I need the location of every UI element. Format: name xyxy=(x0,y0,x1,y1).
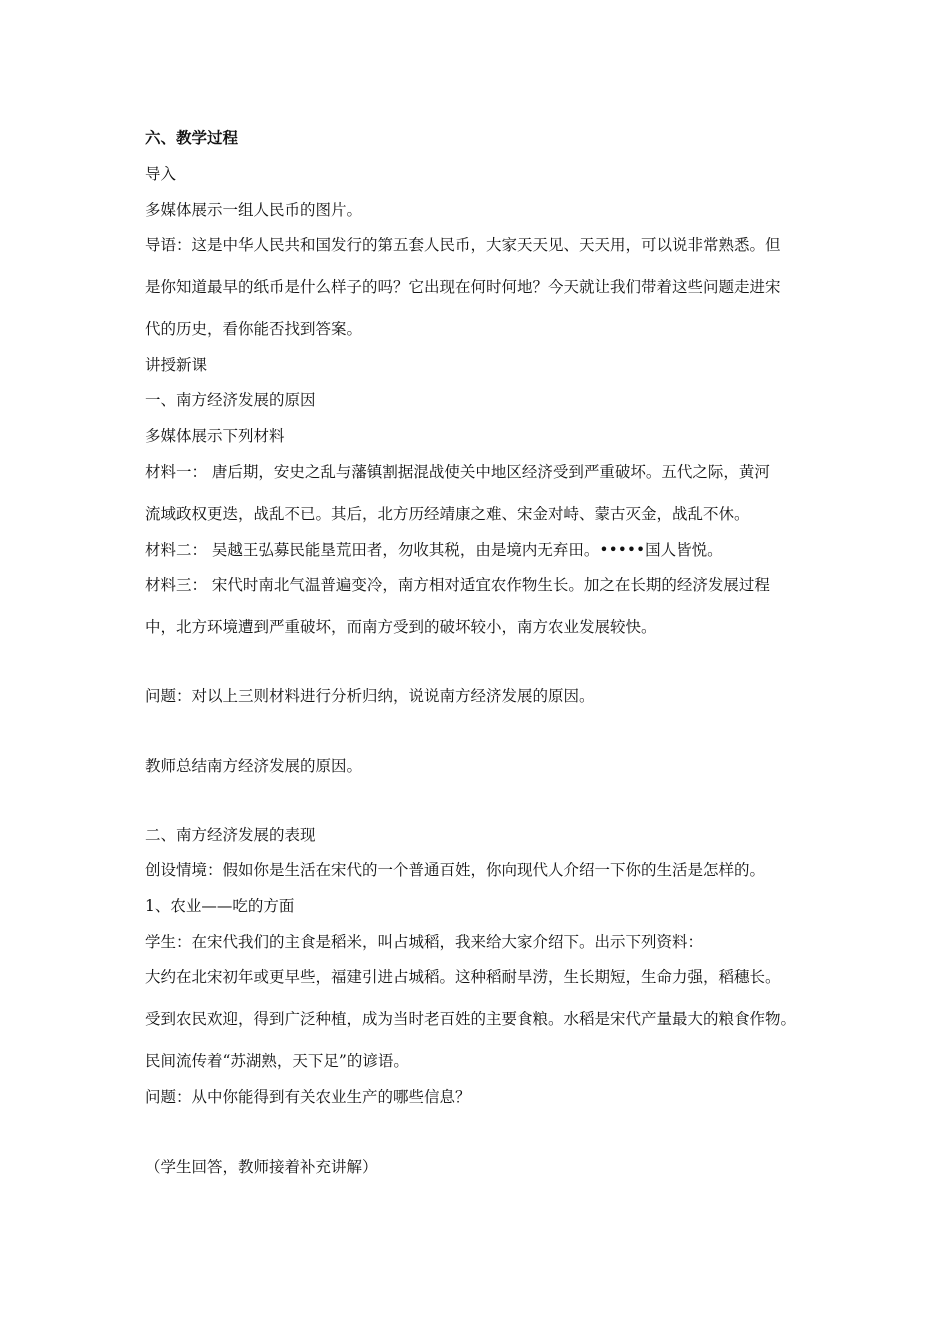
intro-display-text: 多媒体展示一组人民币的图片。 xyxy=(145,201,363,219)
intro-speech-line: 是你知道最早的纸币是什么样子的吗？它出现在何时何地？今天就让我们带着这些问题走进宋 xyxy=(145,278,781,296)
material2-line: 材料二： 吴越王弘募民能垦荒田者，勿收其税，由是境内无弃田。•••••国人皆悦。 xyxy=(145,541,723,559)
section1-title: 一、南方经济发展的原因 xyxy=(145,391,316,409)
material1-line: 流域政权更迭，战乱不已。其后，北方历经靖康之难、宋金对峙、蒙古灭金，战乱不休。 xyxy=(145,505,750,523)
intro-speech-line: 导语：这是中华人民共和国发行的第五套人民币，大家天天见、天天用，可以说非常熟悉。但 xyxy=(145,236,781,254)
item1-title: 1、农业——吃的方面 xyxy=(145,897,295,915)
section1-display-text: 多媒体展示下列材料 xyxy=(145,427,285,445)
section1-summary: 教师总结南方经济发展的原因。 xyxy=(145,757,363,775)
section2-material-line: 大约在北宋初年或更早些，福建引进占城稻。这种稻耐旱涝，生长期短，生命力强，稻穗长。 xyxy=(145,968,781,986)
intro-speech-line: 代的历史，看你能否找到答案。 xyxy=(145,320,363,338)
section-heading: 六、教学过程 xyxy=(145,128,239,147)
material3-line: 材料三： 宋代时南北气温普遍变冷，南方相对适宜农作物生长。加之在长期的经济发展过程 xyxy=(145,576,770,594)
student-intro: 学生：在宋代我们的主食是稻米，叫占城稻，我来给大家介绍下。出示下列资料： xyxy=(145,933,704,951)
intro-label: 导入 xyxy=(145,165,177,183)
material3-line: 中，北方环境遭到严重破坏，而南方受到的破坏较小，南方农业发展较快。 xyxy=(145,618,657,636)
section1-question: 问题：对以上三则材料进行分析归纳，说说南方经济发展的原因。 xyxy=(145,687,595,705)
section2-title: 二、南方经济发展的表现 xyxy=(145,826,316,844)
section2-material-line: 民间流传着“苏湖熟，天下足”的谚语。 xyxy=(145,1052,409,1070)
section2-question: 问题：从中你能得到有关农业生产的哪些信息？ xyxy=(145,1088,471,1106)
material1-line: 材料一： 唐后期，安史之乱与藩镇割据混战使关中地区经济受到严重破坏。五代之际，黄河 xyxy=(145,463,770,481)
section2-scenario: 创设情境：假如你是生活在宋代的一个普通百姓，你向现代人介绍一下你的生活是怎样的。 xyxy=(145,861,766,879)
section2-note: （学生回答，教师接着补充讲解） xyxy=(145,1158,378,1176)
new-lesson-label: 讲授新课 xyxy=(145,356,208,374)
section2-material-line: 受到农民欢迎，得到广泛种植，成为当时老百姓的主要食粮。水稻是宋代产量最大的粮食作物。 xyxy=(145,1010,797,1028)
